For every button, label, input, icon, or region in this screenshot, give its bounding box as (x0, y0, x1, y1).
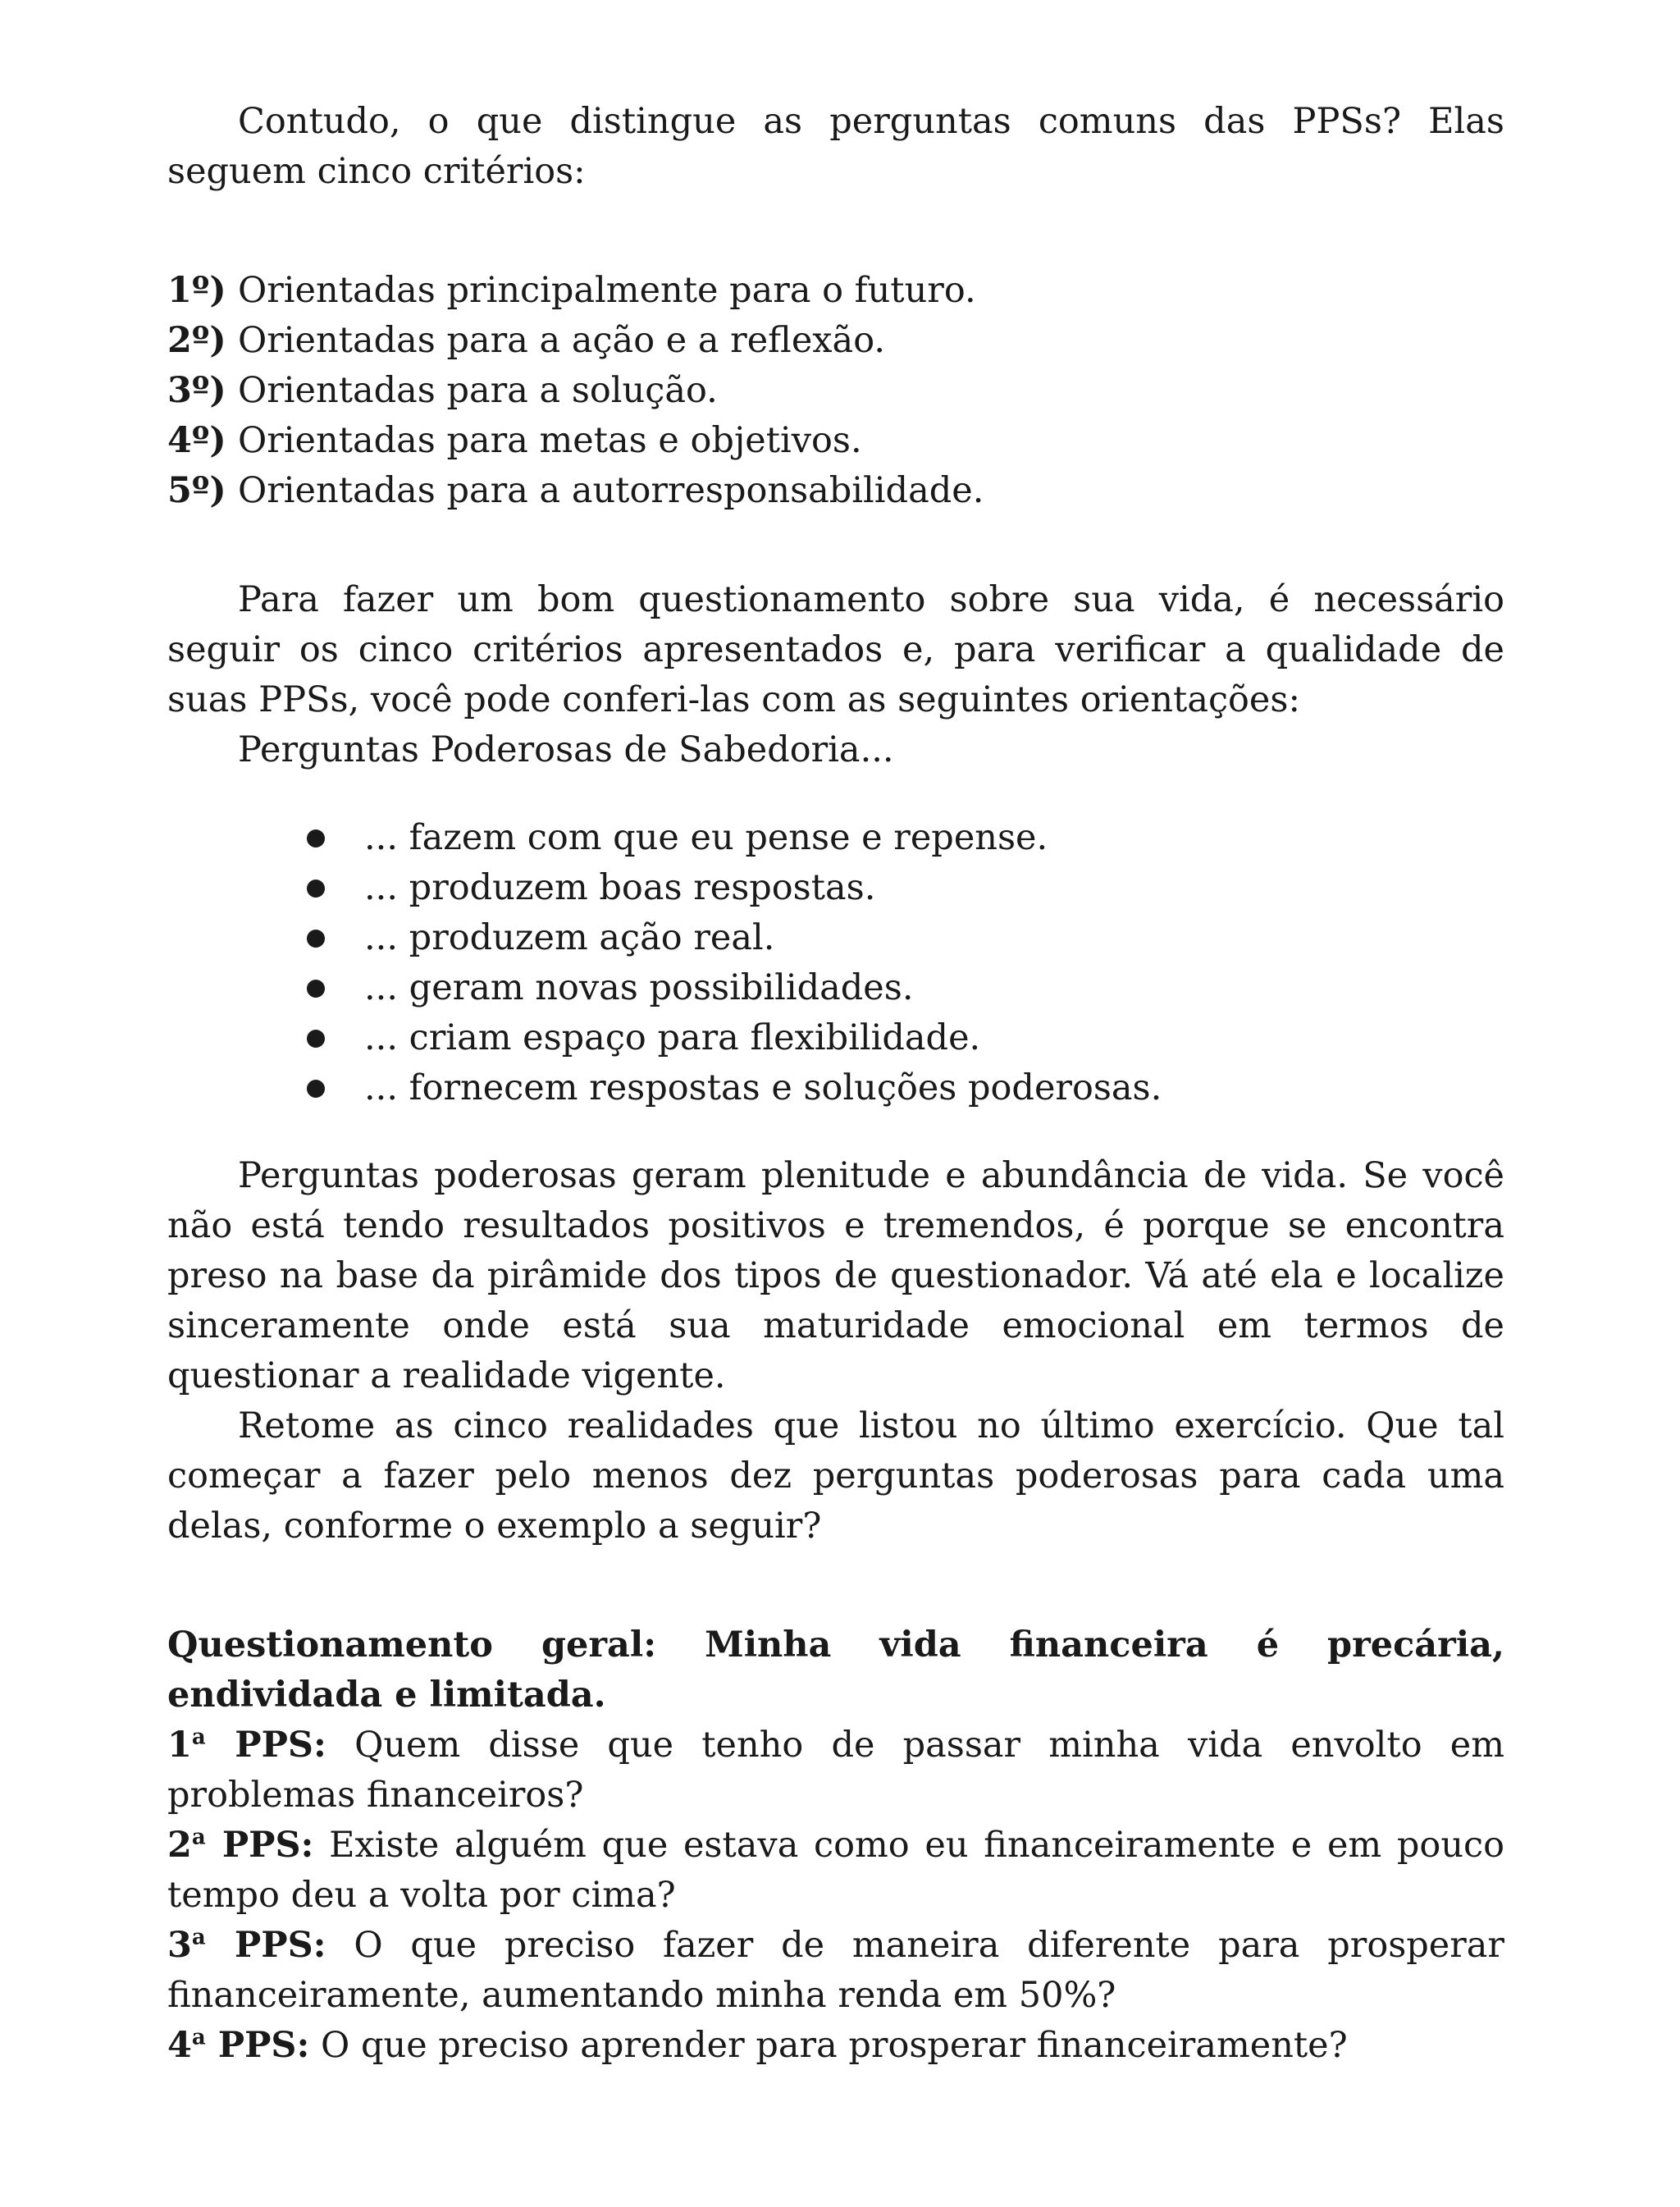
bullet-icon (307, 1030, 325, 1048)
pps-item (167, 1821, 1504, 1921)
list-item-text: ... geram novas possibilidades. (364, 967, 914, 1008)
pps-text: O que preciso fazer de maneira diferente para prosperar financeiramente, aumentando minha renda em 50%? (167, 1925, 1504, 2016)
bullet-icon (307, 829, 325, 848)
criteria-item (167, 416, 1504, 466)
pps-item (167, 2021, 1504, 2071)
spacer (167, 1113, 1504, 1151)
criteria-number: 3º) (167, 370, 226, 411)
spacer (167, 1551, 1504, 1620)
list-item (167, 1013, 1504, 1063)
bullet-list (167, 813, 1504, 1113)
criteria-item (167, 316, 1504, 366)
spacer (167, 775, 1504, 813)
criteria-list (167, 266, 1504, 516)
body-paragraph: Retome as cinco realidades que listou no último exercício. Que tal começar a fazer pelo menos dez perguntas poderosas para cada uma delas, conforme o exemplo a seguir? (167, 1405, 1504, 1547)
pps-text: O que preciso aprender para prosperar financeiramente? (321, 2025, 1348, 2066)
body-paragraph: Para fazer um bom questionamento sobre sua vida, é necessário seguir os cinco critérios apresentados e, para verificar a qualidade de suas PPSs, você pode conferi-las com as seguintes orientações: (167, 579, 1504, 720)
list-item (167, 963, 1504, 1013)
criteria-text: Orientadas principalmente para o futuro. (238, 270, 976, 311)
list-item (167, 1063, 1504, 1113)
body-paragraph: Perguntas Poderosas de Sabedoria... (238, 729, 894, 770)
section-heading: Questionamento geral: Minha vida financeira é precária, endividada e limitada. (167, 1624, 1504, 1716)
criteria-text: Orientadas para metas e objetivos. (238, 420, 862, 461)
list-item-text: ... criam espaço para flexibilidade. (364, 1017, 981, 1058)
list-item (167, 863, 1504, 913)
pps-number: 1$^a$ PPS: (167, 1725, 326, 1766)
bullet-icon (307, 930, 325, 948)
pps-item (167, 1921, 1504, 2021)
spacer (167, 516, 1504, 575)
pps-text: Existe alguém que estava como eu financeiramente e em pouco tempo deu a volta por cima? (167, 1825, 1504, 1916)
list-item-text: ... fazem com que eu pense e repense. (364, 817, 1048, 858)
bullet-icon (307, 880, 325, 898)
document-page (167, 97, 1504, 2071)
bullet-icon (307, 1080, 325, 1098)
body-paragraph: Perguntas poderosas geram plenitude e abundância de vida. Se você não está tendo resultados positivos e tremendos, é porque se encontra preso na base da pirâmide dos tipos de questionador. Vá até ela e localize sinceramente onde está sua maturidade emocional em termos de questionar a realidade vigente. (167, 1155, 1504, 1396)
pps-number: 3$^a$ PPS: (167, 1925, 326, 1966)
list-item-text: ... fornecem respostas e soluções poderosas. (364, 1067, 1162, 1108)
list-item-text: ... produzem boas respostas. (364, 867, 876, 908)
criteria-item (167, 366, 1504, 416)
pps-number: 2$^a$ PPS: (167, 1825, 314, 1866)
criteria-text: Orientadas para a autorresponsabilidade. (238, 470, 984, 511)
list-item (167, 913, 1504, 963)
spacer (167, 197, 1504, 266)
criteria-item (167, 466, 1504, 516)
pps-number: 4$^a$ PPS: (167, 2025, 310, 2066)
criteria-number: 1º) (167, 270, 226, 311)
criteria-text: Orientadas para a solução. (238, 370, 718, 411)
pps-text: Quem disse que tenho de passar minha vida envolto em problemas financeiros? (167, 1725, 1504, 1816)
list-item-text: ... produzem ação real. (364, 917, 775, 958)
intro-paragraph: Contudo, o que distingue as perguntas comuns das PPSs? Elas seguem cinco critérios: (167, 101, 1504, 192)
criteria-number: 2º) (167, 320, 226, 361)
criteria-item (167, 266, 1504, 316)
pps-item (167, 1720, 1504, 1821)
criteria-number: 5º) (167, 470, 226, 511)
list-item (167, 813, 1504, 863)
criteria-number: 4º) (167, 420, 226, 461)
bullet-icon (307, 980, 325, 998)
criteria-text: Orientadas para a ação e a reflexão. (238, 320, 885, 361)
